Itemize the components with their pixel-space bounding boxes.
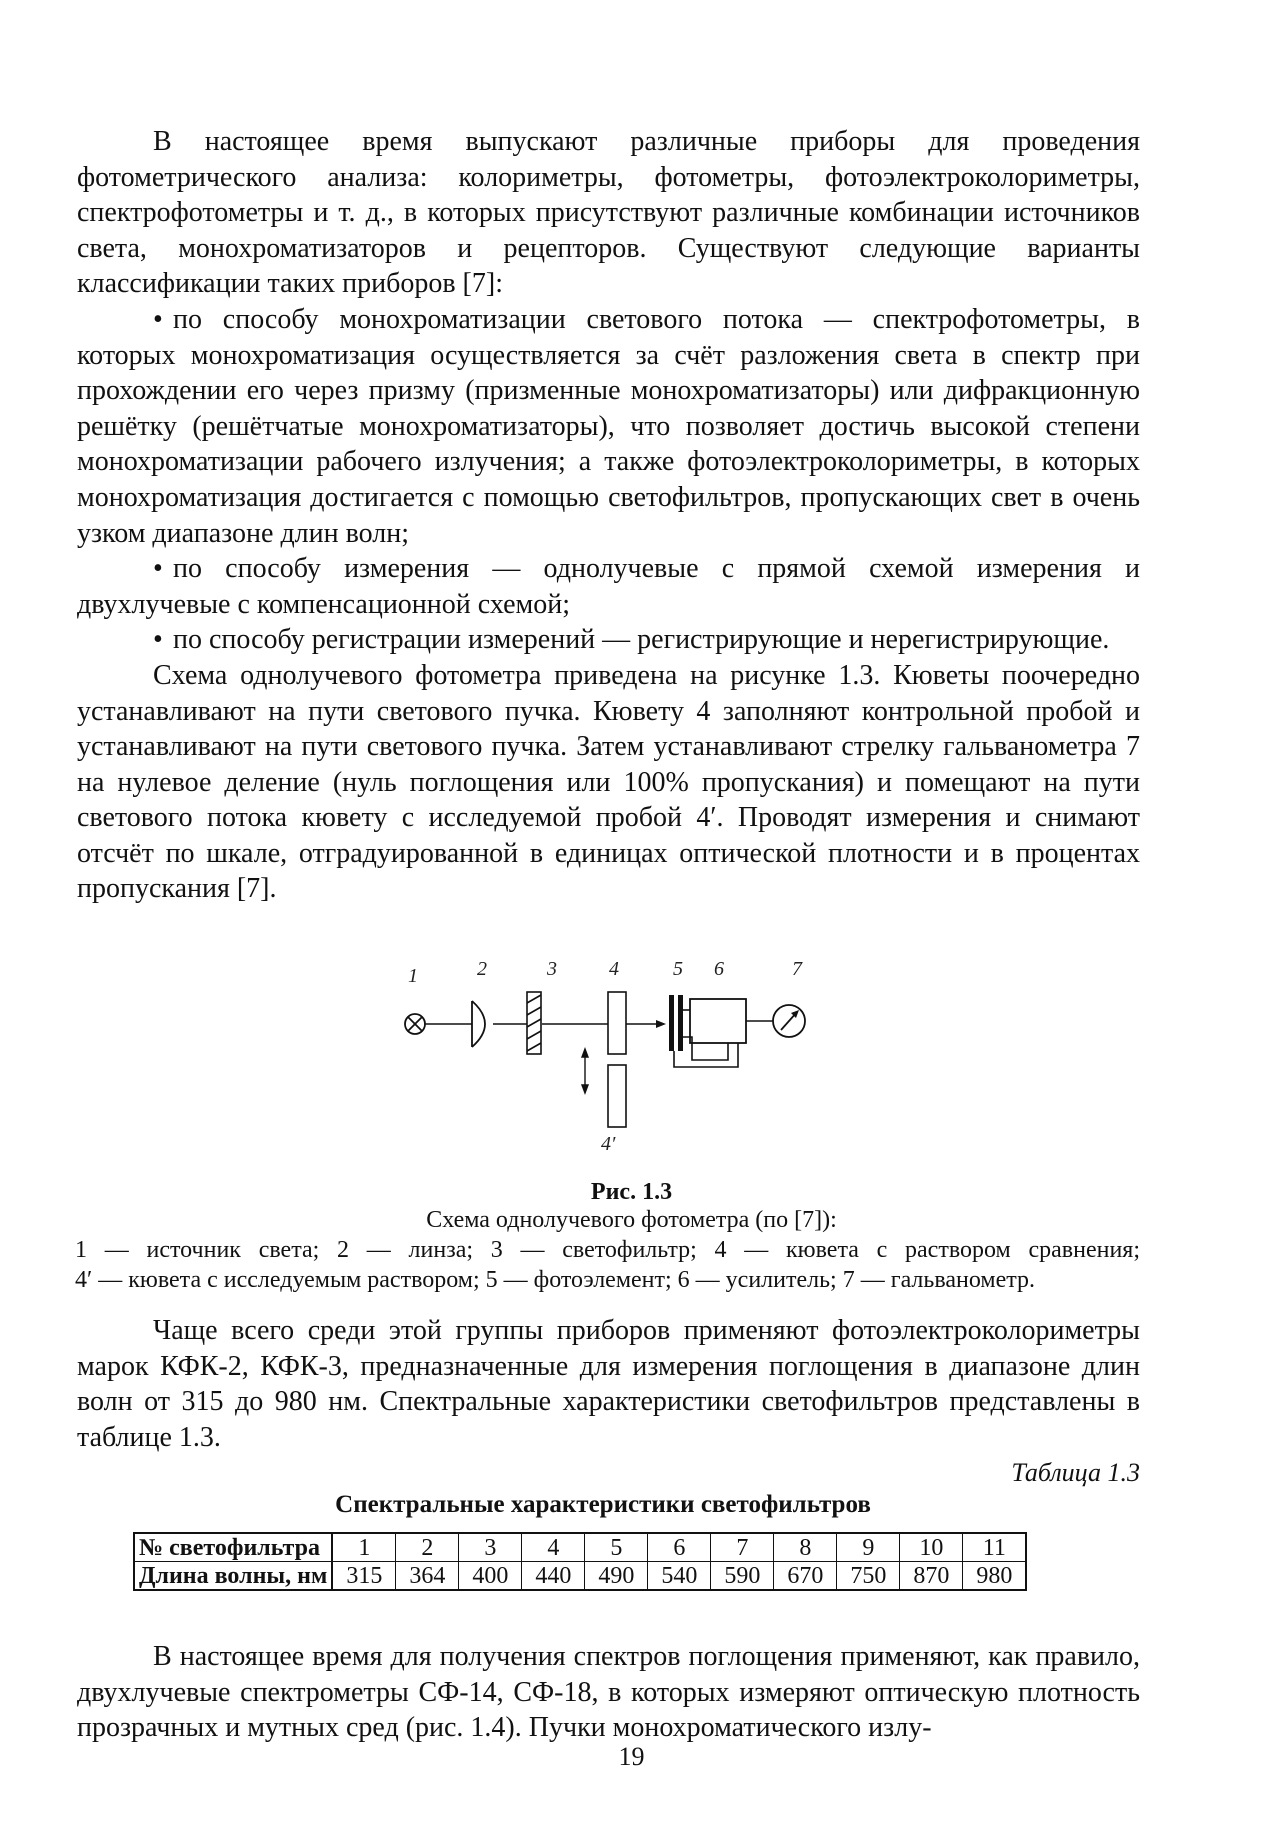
bullet-text: по способу измерения — однолучевые с прямой схемой измерения и двухлучевые с компенсационной схемой; xyxy=(77,553,1140,620)
page-number: 19 xyxy=(618,1742,645,1771)
label-5: 5 xyxy=(673,958,683,980)
paragraph-intro: В настоящее время выпускают различные приборы для проведения фотометрического анализа: колориметры, фотометры, фотоэлектроколориметры, спектрофотометры и т. д., в которых присутствуют различные комбинации источников света, монохроматизаторов и рецепторов. Существуют следующие варианты классификации таких приборов [7]: xyxy=(77,126,1140,300)
bullet-text: по способу регистрации измерений — регистрирующие и нерегистрирующие. xyxy=(173,624,1110,656)
table-cell: 2 xyxy=(396,1533,459,1562)
paragraph-photometer-scheme: Схема однолучевого фотометра приведена на рисунке 1.3. Кюветы поочередно устанавливают на пути светового пучка. Кювету 4 заполняют контрольной пробой и устанавливают на пути светового пучка. Затем устанавливают стрелку гальванометра 7 на нулевое деление (нуль поглощения или 100% пропускания) и помещают на пути светового потока кювету с исследуемой пробой 4′. Проводят измерения и снимают отсчёт по шкале, отградуированной в единицах оптической плотности и в процентах пропускания [7]. xyxy=(77,659,1140,905)
table-cell: 5 xyxy=(585,1533,648,1562)
label-3: 3 xyxy=(547,958,557,980)
table-cell: 11 xyxy=(963,1533,1027,1562)
cuvette-sample-symbol xyxy=(608,1065,626,1127)
label-4: 4 xyxy=(609,958,619,980)
photometer-diagram xyxy=(380,955,840,1170)
table-row-header: Длина волны, нм xyxy=(134,1562,332,1591)
figure-legend-line-2: 4′ — кювета с исследуемым раствором; 5 — фотоэлемент; 6 — усилитель; 7 — гальванометр. xyxy=(75,1267,1036,1293)
figure-caption: Схема однолучевого фотометра (по [7]): xyxy=(426,1207,837,1233)
table-label: Таблица 1.3 xyxy=(1011,1458,1140,1487)
label-6: 6 xyxy=(714,958,724,980)
table-cell: 7 xyxy=(711,1533,774,1562)
label-7: 7 xyxy=(792,958,802,980)
photocell-symbol xyxy=(669,995,683,1051)
text-block-middle xyxy=(77,1313,1140,1455)
light-source-symbol xyxy=(405,1014,425,1034)
table-cell: 590 xyxy=(711,1562,774,1591)
table-cell: 6 xyxy=(648,1533,711,1562)
table-cell: 400 xyxy=(459,1562,522,1591)
table-cell: 980 xyxy=(963,1562,1027,1591)
spectral-table xyxy=(133,1532,1027,1591)
bullet-marker: • xyxy=(153,624,163,656)
table-cell: 9 xyxy=(837,1533,900,1562)
table-cell: 540 xyxy=(648,1562,711,1591)
text-block-top xyxy=(77,124,1140,907)
table-cell: 1 xyxy=(332,1533,396,1562)
bullet-item-registration xyxy=(77,622,1140,658)
table-cell: 440 xyxy=(522,1562,585,1591)
light-filter-symbol xyxy=(527,992,541,1054)
text-block-bottom xyxy=(77,1639,1140,1746)
lens-symbol xyxy=(472,1001,485,1047)
table-row-wavelength xyxy=(134,1562,1026,1591)
table-cell: 10 xyxy=(900,1533,963,1562)
table-cell: 490 xyxy=(585,1562,648,1591)
bullet-text: по способу монохроматизации светового потока — спектрофотометры, в которых монохроматизация осуществляется за счёт разложения света в спектр при прохождении его через призму (призменные монохроматизаторы) или дифракционную решётку (решётчатые монохроматизаторы), что позволяет достичь высокой степени монохроматизации рабочего излучения; а также фотоэлектроколориметры, в которых монохроматизация достигается с помощью светофильтров, пропускающих свет в очень узком диапазоне длин волн; xyxy=(77,303,1140,549)
cuvette-swap-arrow xyxy=(582,1049,588,1093)
galvanometer-symbol xyxy=(773,1005,805,1037)
table-cell: 870 xyxy=(900,1562,963,1591)
table-cell: 315 xyxy=(332,1562,396,1591)
figure-number: Рис. 1.3 xyxy=(590,1179,673,1205)
table-cell: 750 xyxy=(837,1562,900,1591)
table-row-filter-number xyxy=(134,1533,1026,1562)
table-cell: 670 xyxy=(774,1562,837,1591)
table-title: Спектральные характеристики светофильтров xyxy=(335,1491,871,1518)
label-2: 2 xyxy=(477,958,487,980)
bullet-marker: • xyxy=(153,303,163,335)
photocell-wires xyxy=(674,1010,738,1067)
table-cell: 3 xyxy=(459,1533,522,1562)
beam-arrow-head xyxy=(656,1020,666,1028)
figure-legend xyxy=(75,1235,1140,1295)
amplifier-symbol xyxy=(690,999,746,1043)
table-cell: 4 xyxy=(522,1533,585,1562)
paragraph-spectrometers: В настоящее время для получения спектров поглощения применяют, как правило, двухлучевые спектрометры СФ-14, СФ-18, в которых измеряют оптическую плотность прозрачных и мутных сред (рис. 1.4). Пучки монохроматического излу- xyxy=(77,1641,1140,1744)
figure-legend-line-1: 1 — источник света; 2 — линза; 3 — светофильтр; 4 — кювета с раствором сравнения; xyxy=(75,1237,1140,1263)
table-cell: 8 xyxy=(774,1533,837,1562)
table-cell: 364 xyxy=(396,1562,459,1591)
bullet-marker: • xyxy=(153,553,163,585)
bullet-item-monochromatization xyxy=(77,302,1140,551)
bullet-item-measurement xyxy=(77,551,1140,622)
paragraph-kfk: Чаще всего среди этой группы приборов применяют фотоэлектроколориметры марок КФК-2, КФК-3, предназначенные для измерения поглощения в диапазоне длин волн от 315 до 980 нм. Спектральные характеристики светофильтров представлены в таблице 1.3. xyxy=(77,1315,1140,1453)
label-1: 1 xyxy=(408,965,418,987)
label-4-prime: 4′ xyxy=(601,1133,616,1155)
table-row-header: № светофильтра xyxy=(134,1533,332,1562)
cuvette-reference-symbol xyxy=(608,992,626,1054)
figure-photometer-diagram xyxy=(380,955,840,1170)
